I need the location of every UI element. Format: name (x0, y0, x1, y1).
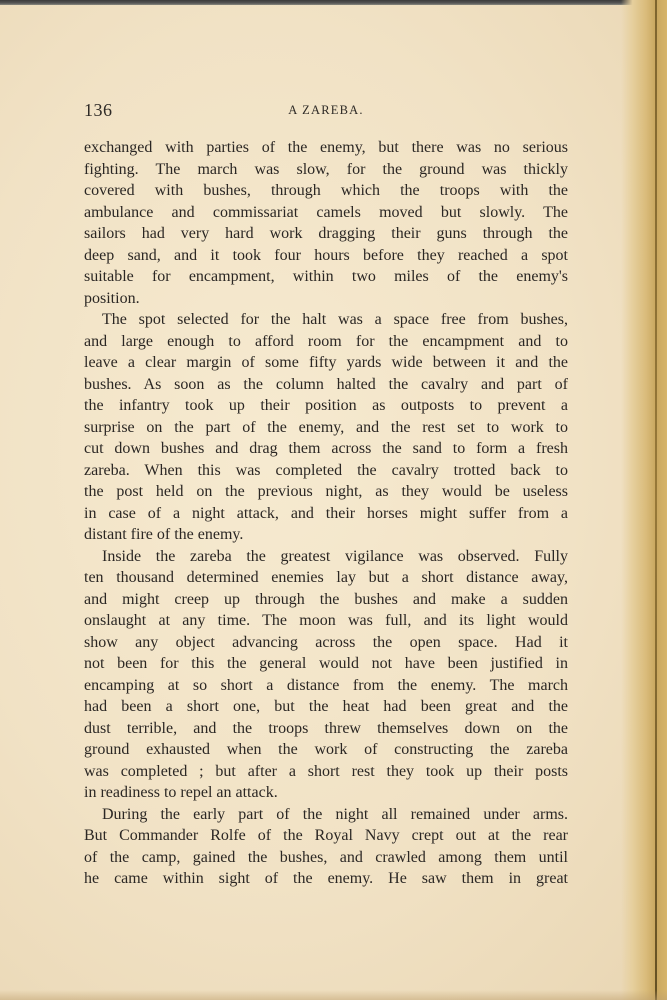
text-line: cut down bushes and drag them across the sand to form a fresh (84, 440, 568, 457)
text-line: exchanged with parties of the enemy, but there was no serious (84, 139, 568, 156)
text-line: covered with bushes, through which the troops with the (84, 182, 568, 199)
text-line: of the camp, gained the bushes, and crawled among them until (84, 848, 568, 866)
text-line: the infantry took up their position as outposts to prevent a (84, 397, 568, 414)
text-line: show any object advancing across the open space. Had it (84, 633, 568, 651)
text-line: The spot selected for the halt was a space free from bushes, (102, 311, 568, 328)
text-line: encamping at so short a distance from the enemy. The march (84, 676, 568, 694)
text-line: was completed ; but after a short rest they took up their posts (84, 762, 568, 780)
text-line: suitable for encampment, within two miles of the enemy's (84, 268, 568, 285)
text-line: the post held on the previous night, as they would be useless (84, 483, 568, 500)
text-line: dust terrible, and the troops threw themselves down on the (84, 719, 568, 737)
text-line: not been for this the general would not have been justified in (84, 655, 568, 672)
text-line: deep sand, and it took four hours before they reached a spot (84, 246, 568, 264)
text-line: fighting. The march was slow, for the ground was thickly (84, 160, 568, 178)
book-edge-line (655, 0, 657, 1000)
text-line: onslaught at any time. The moon was full, and its light would (84, 612, 568, 629)
text-line: ambulance and commissariat camels moved but slowly. The (84, 203, 568, 221)
text-line: he came within sight of the enemy. He saw them in great (84, 870, 568, 887)
text-line: surprise on the part of the enemy, and the rest set to work to (84, 418, 568, 436)
text-line: distant fire of the enemy. (84, 526, 244, 543)
text-line: and might creep up through the bushes and make a sudden (84, 590, 568, 608)
text-line: But Commander Rolfe of the Royal Navy crept out at the rear (84, 827, 568, 844)
page-right-edge (621, 0, 667, 1000)
page-top-edge (0, 0, 660, 5)
text-line: had been a short one, but the heat had been great and the (84, 698, 568, 715)
text-line: leave a clear margin of some fifty yards wide between it and the (84, 354, 568, 371)
page-bottom-shadow (0, 990, 667, 1000)
text-line: During the early part of the night all remained under arms. (102, 805, 568, 823)
running-head (84, 100, 568, 124)
text-line: in readiness to repel an attack. (84, 784, 278, 801)
body-text (84, 137, 568, 890)
text-line: bushes. As soon as the column halted the cavalry and part of (84, 375, 568, 393)
text-line: Inside the zareba the greatest vigilance was observed. Fully (102, 547, 568, 565)
text-line: position. (84, 289, 140, 307)
text-line: sailors had very hard work dragging their guns through the (84, 225, 568, 242)
text-line: in case of a night attack, and their horses might suffer from a (84, 504, 568, 522)
running-title: A ZAREBA. (288, 103, 364, 117)
text-line: ten thousand determined enemies lay but a short distance away, (84, 569, 568, 586)
text-line: ground exhausted when the work of constructing the zareba (84, 741, 568, 758)
text-line: zareba. When this was completed the cavalry trotted back to (84, 461, 568, 479)
text-line: and large enough to afford room for the encampment and to (84, 332, 568, 350)
page-number: 136 (84, 100, 113, 120)
